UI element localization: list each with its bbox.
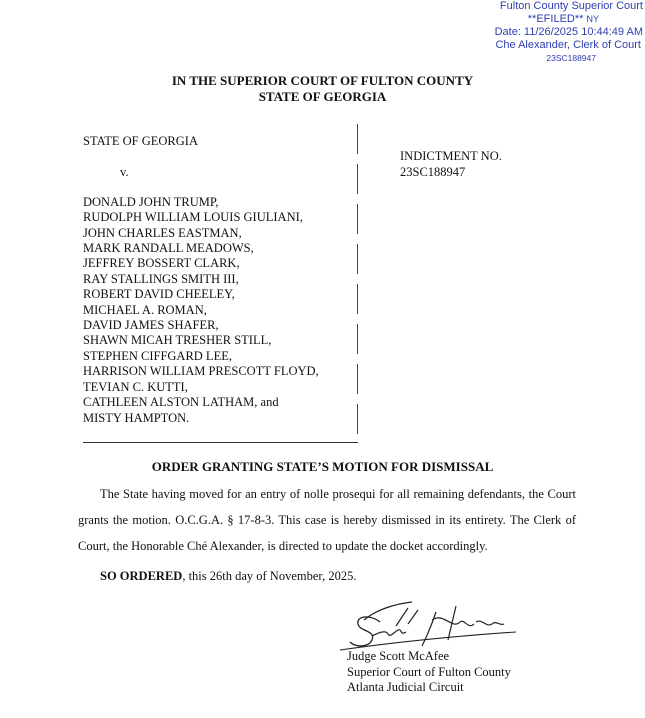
caption-bottom-rule	[83, 442, 358, 443]
stamp-case-id: 23SC188947	[546, 53, 596, 63]
stamp-status	[413, 13, 643, 26]
stamp-initials: NY	[586, 14, 599, 24]
case-caption	[83, 134, 351, 426]
defendant-list	[83, 195, 351, 426]
court-title-line1: IN THE SUPERIOR COURT OF FULTON COUNTY	[171, 73, 474, 88]
indictment-number: 23SC188947	[400, 164, 466, 179]
defendant-name: RAY STALLINGS SMITH III,	[83, 271, 239, 286]
stamp-court: Fulton County Superior Court	[499, 0, 643, 12]
so-ordered-date: , this 26th day of November, 2025.	[182, 569, 357, 583]
signature-block	[347, 649, 511, 696]
defendant-name: JOHN CHARLES EASTMAN,	[83, 225, 242, 240]
indictment-block	[400, 149, 502, 180]
defendant-name: STEPHEN CIFFGARD LEE,	[83, 348, 232, 363]
defendant-name: SHAWN MICAH TRESHER STILL,	[83, 333, 272, 348]
indictment-label: INDICTMENT NO.	[400, 149, 502, 163]
stamp-efiled: **EFILED**	[527, 13, 584, 25]
defendant-name: CATHLEEN ALSTON LATHAM, and	[83, 395, 279, 410]
judge-court: Superior Court of Fulton County	[347, 664, 511, 679]
court-title-line2: STATE OF GEORGIA	[258, 89, 387, 104]
judge-circuit: Atlanta Judicial Circuit	[347, 680, 464, 694]
order-paragraph: The State having moved for an entry of nolle prosequi for all remaining defendants, the Court grants the motion. O.C.G.A. § 17-8-3. This case is hereby dismissed in its entirety. The Clerk of Court, the Honorable Ché Alexander, is directed to update the docket accordingly.	[78, 487, 576, 553]
versus: v.	[120, 165, 129, 180]
plaintiff: STATE OF GEORGIA	[83, 134, 198, 148]
judge-name: Judge Scott McAfee	[347, 649, 450, 663]
defendant-name: MARK RANDALL MEADOWS,	[83, 241, 254, 256]
defendant-name: MICHAEL A. ROMAN,	[83, 302, 207, 317]
court-title	[0, 73, 645, 105]
judge-signature	[336, 600, 522, 655]
so-ordered-bold: SO ORDERED	[100, 569, 183, 583]
defendant-name: RUDOLPH WILLIAM LOUIS GIULIANI,	[83, 210, 303, 225]
defendant-name: MISTY HAMPTON.	[83, 410, 190, 425]
defendant-name: JEFFREY BOSSERT CLARK,	[83, 256, 240, 271]
so-ordered-line	[100, 569, 356, 584]
caption-divider	[357, 124, 358, 442]
stamp-clerk: Che Alexander, Clerk of Court	[495, 39, 641, 51]
defendant-name: HARRISON WILLIAM PRESCOTT FLOYD,	[83, 364, 319, 379]
defendant-name: DAVID JAMES SHAFER,	[83, 318, 219, 333]
order-body	[78, 481, 576, 559]
efile-stamp	[413, 0, 643, 64]
defendant-name: TEVIAN C. KUTTI,	[83, 379, 188, 394]
stamp-date: Date: 11/26/2025 10:44:49 AM	[494, 26, 643, 38]
defendant-name: ROBERT DAVID CHEELEY,	[83, 287, 235, 302]
order-title: ORDER GRANTING STATE’S MOTION FOR DISMISSAL	[151, 459, 494, 474]
defendant-name: DONALD JOHN TRUMP,	[83, 194, 219, 209]
